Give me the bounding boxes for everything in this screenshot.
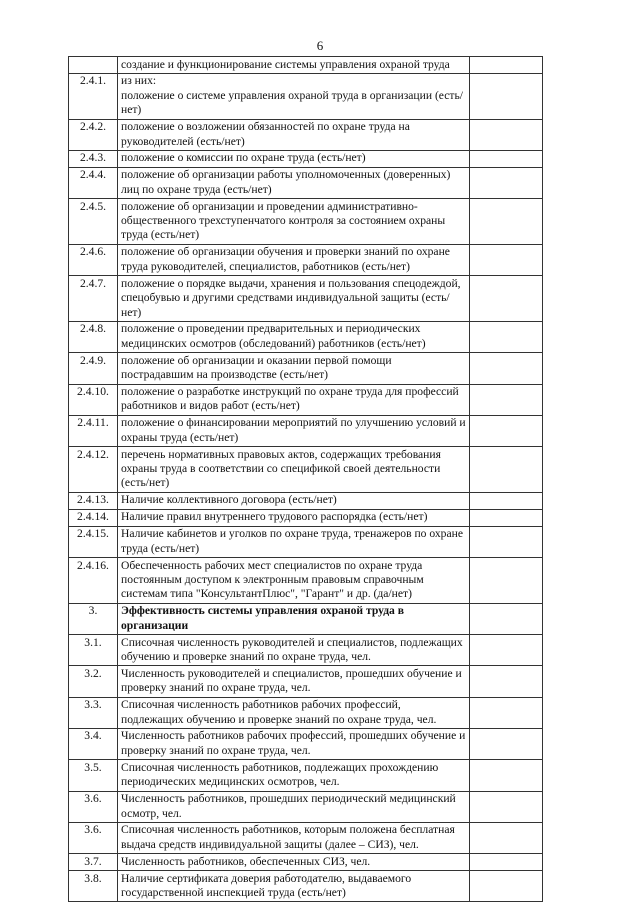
row-value-cell[interactable] — [470, 760, 543, 791]
row-number: 2.4.15. — [69, 526, 118, 557]
row-number: 3.7. — [69, 854, 118, 871]
table-row — [69, 150, 543, 167]
table-row — [69, 697, 543, 728]
row-value-cell[interactable] — [470, 697, 543, 728]
row-number: 2.4.16. — [69, 558, 118, 604]
row-description: положение о проведении предварительных и периодических медицинских осмотров (обследований) работников (есть/нет) — [118, 321, 470, 352]
table-row — [69, 871, 543, 902]
row-number: 2.4.8. — [69, 321, 118, 352]
table-row — [69, 791, 543, 822]
table-row — [69, 509, 543, 526]
row-description: создание и функционирование системы управления охраной труда — [118, 57, 470, 74]
row-description: положение об организации работы уполномоченных (доверенных) лиц по охране труда (есть/нет) — [118, 167, 470, 198]
row-value-cell[interactable] — [470, 119, 543, 150]
row-number: 2.4.9. — [69, 353, 118, 384]
row-number: 3.6. — [69, 822, 118, 853]
row-value-cell[interactable] — [470, 509, 543, 526]
row-value-cell[interactable] — [470, 447, 543, 493]
table-row — [69, 822, 543, 853]
row-description: Численность работников, прошедших периодический медицинский осмотр, чел. — [118, 791, 470, 822]
row-number — [69, 57, 118, 74]
row-value-cell[interactable] — [470, 276, 543, 322]
row-description: Эффективность системы управления охраной труда в организации — [118, 603, 470, 634]
indicators-table — [68, 56, 543, 902]
table-row — [69, 415, 543, 446]
row-value-cell[interactable] — [470, 822, 543, 853]
row-description: Списочная численность работников рабочих профессий, подлежащих обучению и проверке знаний по охране труда, чел. — [118, 697, 470, 728]
row-number: 2.4.7. — [69, 276, 118, 322]
row-number: 2.4.10. — [69, 384, 118, 415]
table-row — [69, 558, 543, 604]
table-row — [69, 603, 543, 634]
row-value-cell[interactable] — [470, 728, 543, 759]
table-row — [69, 57, 543, 74]
row-number: 2.4.4. — [69, 167, 118, 198]
row-number: 2.4.2. — [69, 119, 118, 150]
table-row — [69, 666, 543, 697]
row-description: из них: положение о системе управления охраной труда в организации (есть/нет) — [118, 73, 470, 119]
row-description: Обеспеченность рабочих мест специалистов по охране труда постоянным доступом к электронным правовым справочным системам типа "КонсультантПлюс", "Гарант" и др. (да/нет) — [118, 558, 470, 604]
table-row — [69, 276, 543, 322]
row-number: 3.2. — [69, 666, 118, 697]
row-value-cell[interactable] — [470, 244, 543, 275]
row-value-cell[interactable] — [470, 199, 543, 245]
row-value-cell[interactable] — [470, 353, 543, 384]
row-description: Наличие сертификата доверия работодателю, выдаваемого государственной инспекцией труда (есть/нет) — [118, 871, 470, 902]
row-number: 2.4.12. — [69, 447, 118, 493]
row-description: положение об организации обучения и проверки знаний по охране труда руководителей, специалистов, работников (есть/нет) — [118, 244, 470, 275]
table-body — [69, 57, 543, 902]
row-number: 3.6. — [69, 791, 118, 822]
row-value-cell[interactable] — [470, 791, 543, 822]
table-row — [69, 635, 543, 666]
row-number: 2.4.11. — [69, 415, 118, 446]
row-value-cell[interactable] — [470, 415, 543, 446]
row-value-cell[interactable] — [470, 871, 543, 902]
row-value-cell[interactable] — [470, 167, 543, 198]
row-value-cell[interactable] — [470, 854, 543, 871]
row-value-cell[interactable] — [470, 73, 543, 119]
row-description: перечень нормативных правовых актов, содержащих требования охраны труда в соответствии со спецификой своей деятельности (есть/нет) — [118, 447, 470, 493]
row-number: 2.4.1. — [69, 73, 118, 119]
row-description: Численность работников, обеспеченных СИЗ, чел. — [118, 854, 470, 871]
table-row — [69, 73, 543, 119]
row-number: 3. — [69, 603, 118, 634]
table-row — [69, 492, 543, 509]
row-description: Списочная численность руководителей и специалистов, подлежащих обучению и проверке знаний по охране труда, чел. — [118, 635, 470, 666]
row-number: 3.8. — [69, 871, 118, 902]
row-description: положение о возложении обязанностей по охране труда на руководителей (есть/нет) — [118, 119, 470, 150]
row-number: 3.1. — [69, 635, 118, 666]
row-description: Численность руководителей и специалистов, прошедших обучение и проверку знаний по охране труда, чел. — [118, 666, 470, 697]
row-description: положение об организации и оказании первой помощи пострадавшим на производстве (есть/нет) — [118, 353, 470, 384]
row-description: положение о комиссии по охране труда (есть/нет) — [118, 150, 470, 167]
row-number: 2.4.5. — [69, 199, 118, 245]
row-value-cell[interactable] — [470, 384, 543, 415]
table-row — [69, 321, 543, 352]
row-number: 3.4. — [69, 728, 118, 759]
table-row — [69, 244, 543, 275]
row-value-cell[interactable] — [470, 57, 543, 74]
row-description: Наличие правил внутреннего трудового распорядка (есть/нет) — [118, 509, 470, 526]
table-row — [69, 119, 543, 150]
row-description: Наличие коллективного договора (есть/нет) — [118, 492, 470, 509]
row-number: 3.5. — [69, 760, 118, 791]
row-number: 2.4.3. — [69, 150, 118, 167]
table-row — [69, 353, 543, 384]
row-value-cell[interactable] — [470, 150, 543, 167]
row-description: положение о финансировании мероприятий по улучшению условий и охраны труда (есть/нет) — [118, 415, 470, 446]
table-row — [69, 728, 543, 759]
row-value-cell[interactable] — [470, 603, 543, 634]
row-value-cell[interactable] — [470, 321, 543, 352]
row-value-cell[interactable] — [470, 558, 543, 604]
row-number: 3.3. — [69, 697, 118, 728]
row-description: Численность работников рабочих профессий, прошедших обучение и проверку знаний по охране труда, чел. — [118, 728, 470, 759]
row-description: Списочная численность работников, которым положена бесплатная выдача средств индивидуальной защиты (далее – СИЗ), чел. — [118, 822, 470, 853]
row-number: 2.4.14. — [69, 509, 118, 526]
row-description: Списочная численность работников, подлежащих прохождению периодических медицинских осмотров, чел. — [118, 760, 470, 791]
page-number: 6 — [316, 38, 324, 53]
row-value-cell[interactable] — [470, 526, 543, 557]
row-description: положение об организации и проведении административно-общественного трехступенчатого контроля за состоянием охраны труда (есть/нет) — [118, 199, 470, 245]
table-row — [69, 447, 543, 493]
row-description: положение о разработке инструкций по охране труда для профессий работников и видов работ (есть/нет) — [118, 384, 470, 415]
table-row — [69, 199, 543, 245]
table-row — [69, 526, 543, 557]
row-value-cell[interactable] — [470, 635, 543, 666]
row-number: 2.4.6. — [69, 244, 118, 275]
table-row — [69, 760, 543, 791]
row-number: 2.4.13. — [69, 492, 118, 509]
table-row — [69, 167, 543, 198]
row-description: Наличие кабинетов и уголков по охране труда, тренажеров по охране труда (есть/нет) — [118, 526, 470, 557]
row-value-cell[interactable] — [470, 666, 543, 697]
table-row — [69, 854, 543, 871]
table-row — [69, 384, 543, 415]
row-value-cell[interactable] — [470, 492, 543, 509]
row-description: положение о порядке выдачи, хранения и пользования спецодеждой, спецобувью и другими средствами индивидуальной защиты (есть/нет) — [118, 276, 470, 322]
